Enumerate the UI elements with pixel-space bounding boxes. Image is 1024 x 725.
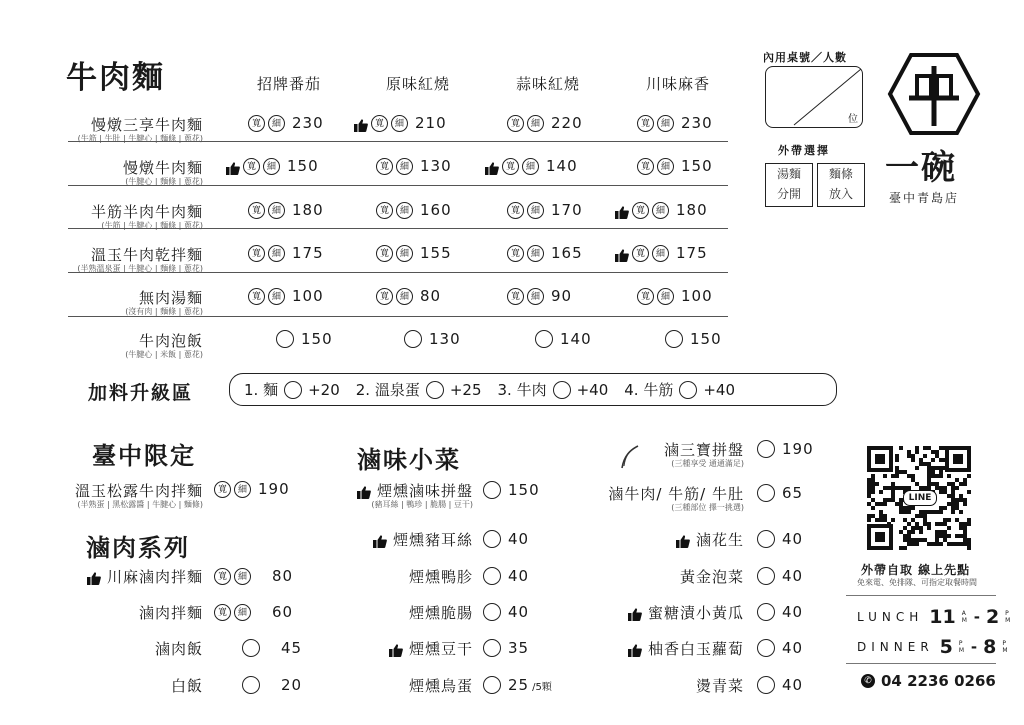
braised-item [40, 602, 203, 623]
price-cell[interactable] [376, 243, 452, 263]
price-cell[interactable] [483, 480, 540, 500]
price-cell[interactable] [637, 286, 713, 306]
size-thin-option[interactable]: 細 [396, 202, 413, 219]
brand-logo [887, 52, 981, 140]
pickup-sub: 免來電、免排隊、可指定取餐時間 [857, 578, 977, 587]
price-cell[interactable] [214, 638, 302, 658]
price: 40 [782, 567, 804, 585]
price: 40 [782, 639, 804, 657]
price-cell[interactable] [637, 329, 722, 349]
noodle-item-name: 牛肉泡飯 [138, 332, 203, 350]
marinated-item [300, 602, 473, 623]
price: 140 [560, 330, 592, 348]
size-wide-option[interactable]: 寬 [632, 245, 649, 262]
price-cell[interactable] [507, 200, 583, 220]
addon-item[interactable] [498, 379, 609, 400]
size-thin-option[interactable]: 細 [652, 202, 669, 219]
marinated-item-name: 煙燻豬耳絲 [392, 531, 473, 549]
size-wide-option[interactable]: 寬 [214, 481, 231, 498]
lunch-label: LUNCH [857, 610, 924, 624]
size-thin-option[interactable]: 細 [234, 481, 251, 498]
marinated-item [300, 480, 473, 501]
marinated-item-name: 煙燻鳥蛋 [408, 677, 473, 695]
braised-item [40, 566, 203, 587]
addon-label: 2. 溫泉蛋 [355, 381, 420, 399]
divider [846, 663, 996, 664]
addon-price: +40 [703, 380, 735, 399]
select-circle[interactable] [483, 567, 501, 585]
braised-series-title: 滷肉系列 [86, 533, 190, 562]
thumbs-up-icon [389, 642, 403, 655]
marinated-item-name: 煙燻滷味拼盤 [376, 482, 473, 500]
price-cell[interactable] [615, 243, 708, 263]
size-wide-option[interactable]: 寬 [248, 288, 265, 305]
price: 220 [551, 114, 583, 132]
dinner-start: 5 [939, 636, 953, 658]
price-cell[interactable] [483, 566, 529, 586]
thumbs-up-icon [676, 533, 690, 546]
price-cell[interactable] [248, 200, 324, 220]
price-cell[interactable] [483, 529, 529, 549]
noodle-item-sub: (半熟溫泉蛋 | 牛腱心 | 麵條 | 蔥花) [77, 264, 203, 273]
size-thin-option[interactable]: 細 [268, 115, 285, 132]
phone-icon: ✆ [861, 674, 875, 688]
price-cell[interactable] [757, 602, 803, 622]
price-cell[interactable] [248, 243, 324, 263]
select-circle[interactable] [757, 484, 775, 502]
side-item-name: 黃金泡菜 [679, 568, 744, 586]
size-wide-option[interactable]: 寬 [637, 158, 654, 175]
addons-title: 加料升級區 [88, 382, 194, 404]
size-wide-option[interactable]: 寬 [248, 115, 265, 132]
price: 230 [292, 114, 324, 132]
price: 165 [551, 244, 583, 262]
beef-noodle-title: 牛肉麵 [66, 60, 165, 96]
side-item-name: 滷花生 [695, 531, 744, 549]
price-cell[interactable] [757, 529, 803, 549]
thumbs-up-icon [354, 117, 368, 130]
price: 210 [415, 114, 447, 132]
size-wide-option[interactable]: 寬 [243, 158, 260, 175]
side-item [560, 566, 744, 587]
size-thin-option[interactable]: 細 [268, 288, 285, 305]
table-number-box[interactable] [765, 66, 863, 128]
side-item-name: 蜜糖漬小黃瓜 [647, 604, 744, 622]
size-thin-option[interactable]: 細 [234, 568, 251, 585]
lunch-am: AM [961, 610, 967, 624]
select-circle[interactable] [757, 603, 775, 621]
taichung-item-name: 溫玉松露牛肉拌麵 [74, 482, 203, 500]
size-wide-option[interactable]: 寬 [637, 115, 654, 132]
marinated-title: 滷味小菜 [357, 445, 461, 474]
size-wide-option[interactable]: 寬 [376, 158, 393, 175]
thumbs-up-icon [628, 642, 642, 655]
side-item-name: 滷牛肉/ 牛筋/ 牛肚 [608, 485, 744, 503]
price-cell[interactable] [214, 602, 293, 622]
marinated-item-sub: (豬耳絲 | 鴨珍 | 脆腸 | 豆干) [371, 500, 473, 509]
price: 40 [508, 530, 530, 548]
select-circle[interactable] [757, 440, 775, 458]
marinated-item-name: 煙燻脆腸 [408, 604, 473, 622]
size-wide-option[interactable]: 寬 [507, 115, 524, 132]
price: 100 [681, 287, 713, 305]
price: 155 [420, 244, 452, 262]
dinner-end: 8 [983, 636, 997, 658]
lunch-start: 11 [929, 606, 956, 628]
column-header-sichuan: 川味麻香 [646, 75, 711, 93]
price-cell[interactable] [507, 286, 572, 306]
price-cell[interactable] [615, 200, 708, 220]
size-wide-option[interactable]: 寬 [248, 202, 265, 219]
marinated-item [300, 675, 473, 696]
dinner-label: DINNER [857, 640, 934, 654]
addon-label: 4. 牛筋 [624, 381, 674, 399]
size-wide-option[interactable]: 寬 [214, 604, 231, 621]
select-circle[interactable] [483, 530, 501, 548]
price: 20 [281, 676, 303, 694]
addon-price: +20 [308, 380, 340, 399]
size-thin-option[interactable]: 細 [652, 245, 669, 262]
column-header-tomato: 招牌番茄 [257, 75, 322, 93]
noodle-item-name: 半筋半肉牛肉麵 [90, 203, 203, 221]
thumbs-up-icon [485, 160, 499, 173]
takeout-option-separate[interactable]: 湯麵 分開 [765, 163, 813, 207]
addon-price: +25 [449, 380, 482, 399]
braised-item [40, 675, 203, 696]
side-item [560, 439, 744, 460]
select-circle[interactable] [483, 639, 501, 657]
marinated-item [300, 529, 473, 550]
addon-item[interactable] [624, 379, 735, 400]
price: 80 [420, 287, 442, 305]
branch-name: 臺中青島店 [889, 191, 960, 205]
price-cell[interactable] [757, 638, 803, 658]
side-item [560, 483, 744, 504]
price-cell[interactable] [354, 113, 447, 133]
size-thin-option[interactable]: 細 [396, 245, 413, 262]
select-circle[interactable] [757, 639, 775, 657]
size-wide-option[interactable]: 寬 [507, 202, 524, 219]
size-thin-option[interactable]: 細 [527, 202, 544, 219]
price: 60 [272, 603, 294, 621]
price-cell[interactable] [376, 286, 441, 306]
hexagon-logo-icon [887, 52, 981, 136]
side-item-name: 燙青菜 [695, 677, 744, 695]
price: 65 [782, 484, 804, 502]
side-item [560, 638, 744, 659]
size-thin-option[interactable]: 細 [527, 245, 544, 262]
braised-item [40, 638, 203, 659]
size-wide-option[interactable]: 寬 [507, 288, 524, 305]
noodle-item-sub: (沒有肉 | 麵條 | 蔥花) [125, 307, 203, 316]
phone-row[interactable] [861, 672, 996, 690]
size-wide-option[interactable]: 寬 [507, 245, 524, 262]
select-circle[interactable] [757, 567, 775, 585]
lunch-end: 2 [985, 606, 1000, 628]
price: 180 [676, 201, 708, 219]
price: 190 [782, 440, 814, 458]
price: 35 [508, 639, 530, 657]
select-circle[interactable] [426, 381, 444, 399]
size-thin-option[interactable]: 細 [527, 115, 544, 132]
select-circle[interactable] [757, 676, 775, 694]
side-item-name: 滷三寶拼盤 [663, 441, 744, 459]
price-cell[interactable] [637, 113, 713, 133]
column-header-braised: 原味紅燒 [386, 75, 451, 93]
price: 150 [690, 330, 722, 348]
size-thin-option[interactable]: 細 [268, 245, 285, 262]
price-cell[interactable] [757, 675, 803, 695]
size-thin-option[interactable]: 細 [657, 115, 674, 132]
size-wide-option[interactable]: 寬 [502, 158, 519, 175]
select-circle[interactable] [242, 676, 260, 694]
price: 40 [782, 530, 804, 548]
thumbs-up-icon [373, 533, 387, 546]
takeout-option-together[interactable]: 麵條 放入 [817, 163, 865, 207]
addon-item[interactable] [244, 379, 340, 400]
price: 45 [281, 639, 303, 657]
price: 40 [782, 676, 804, 694]
size-thin-option[interactable]: 細 [522, 158, 539, 175]
price-cell[interactable] [483, 602, 529, 622]
price-cell[interactable] [507, 329, 592, 349]
size-thin-option[interactable]: 細 [527, 288, 544, 305]
price: 140 [546, 157, 578, 175]
price: 25 [508, 676, 530, 694]
price: 180 [292, 201, 324, 219]
price: 150 [287, 157, 319, 175]
size-thin-option[interactable]: 細 [396, 288, 413, 305]
noodle-item-sub: (牛筋 | 牛腱心 | 麵條 | 蔥花) [101, 221, 203, 230]
noodle-item-name: 慢燉牛肉麵 [122, 159, 203, 177]
price: 90 [551, 287, 573, 305]
noodle-item-sub: (牛腱心 | 米飯 | 蔥花) [125, 350, 203, 359]
price-cell[interactable] [376, 156, 452, 176]
price-cell[interactable] [483, 675, 552, 695]
lunch-hours: LUNCH 11 AM - 2 PM [857, 606, 1011, 628]
noodle-item-name: 溫玉牛肉乾拌麵 [90, 246, 203, 264]
marinated-item [300, 638, 473, 659]
price: 160 [420, 201, 452, 219]
noodle-item-sub: (牛腱心 | 麵條 | 蔥花) [125, 177, 203, 186]
price: 190 [258, 480, 290, 498]
dinner-hours: DINNER 5 PM - 8 PM [857, 636, 1008, 658]
price: 175 [676, 244, 708, 262]
line-logo: LINE [903, 490, 937, 506]
select-circle[interactable] [483, 676, 501, 694]
side-item-sub: (三種享受 通通滿足) [671, 459, 744, 468]
price: 130 [420, 157, 452, 175]
unit: /5顆 [532, 681, 552, 693]
select-circle[interactable] [757, 530, 775, 548]
size-wide-option[interactable]: 寬 [371, 115, 388, 132]
price-cell[interactable] [507, 113, 583, 133]
taichung-item-price[interactable] [214, 479, 290, 499]
price-cell[interactable] [248, 113, 324, 133]
size-thin-option[interactable]: 細 [391, 115, 408, 132]
noodle-item-sub: (牛筋 | 牛肚 | 牛腱心 | 麵條 | 蔥花) [77, 134, 203, 143]
price-cell[interactable] [637, 156, 713, 176]
addon-label: 1. 麵 [244, 381, 279, 399]
price-cell[interactable] [757, 566, 803, 586]
size-wide-option[interactable]: 寬 [376, 202, 393, 219]
noodle-item-name: 慢燉三享牛肉麵 [90, 116, 203, 134]
price-cell[interactable] [485, 156, 578, 176]
side-item-sub: (三種部位 擇一挑選) [671, 503, 744, 512]
size-wide-option[interactable]: 寬 [248, 245, 265, 262]
price: 40 [782, 603, 804, 621]
addon-item[interactable] [356, 379, 482, 400]
thumbs-up-icon [357, 484, 371, 497]
seat-unit-label: 位 [848, 114, 858, 125]
side-item [560, 675, 744, 696]
select-circle[interactable] [284, 381, 302, 399]
marinated-item-name: 煙燻鴨胗 [408, 568, 473, 586]
price-cell[interactable] [483, 638, 529, 658]
thumbs-up-icon [615, 204, 629, 217]
table-number-label: 內用桌號／人數 [763, 51, 847, 64]
size-thin-option[interactable]: 細 [657, 288, 674, 305]
size-thin-option[interactable]: 細 [268, 202, 285, 219]
price-cell[interactable] [214, 566, 293, 586]
select-circle[interactable] [483, 481, 501, 499]
takeout-title: 外帶選擇 [778, 144, 830, 157]
marinated-item-name: 煙燻豆干 [408, 640, 473, 658]
size-wide-option[interactable]: 寬 [376, 245, 393, 262]
price: 100 [292, 287, 324, 305]
thumbs-up-icon [87, 570, 101, 583]
phone-number[interactable]: 04 2236 0266 [881, 672, 996, 690]
select-circle[interactable] [404, 330, 422, 348]
select-circle[interactable] [483, 603, 501, 621]
thumbs-up-icon [226, 160, 240, 173]
taichung-limited-title: 臺中限定 [92, 441, 196, 470]
addon-price: +40 [576, 380, 609, 399]
braised-item-name: 白飯 [170, 677, 203, 695]
price-cell[interactable] [376, 200, 452, 220]
price-cell[interactable] [507, 243, 583, 263]
line-qr-code[interactable] [865, 444, 973, 552]
dinner-pm-b: PM [1002, 640, 1008, 654]
price: 230 [681, 114, 713, 132]
size-wide-option[interactable]: 寬 [637, 288, 654, 305]
size-wide-option[interactable]: 寬 [376, 288, 393, 305]
price: 170 [551, 201, 583, 219]
size-wide-option[interactable]: 寬 [632, 202, 649, 219]
column-header-garlic: 蒜味紅燒 [516, 75, 581, 93]
price-cell[interactable] [248, 286, 324, 306]
price: 150 [681, 157, 713, 175]
select-circle[interactable] [553, 381, 571, 399]
side-item [560, 529, 744, 550]
price-cell[interactable] [248, 329, 333, 349]
pickup-label: 外帶自取 線上先點 [861, 563, 971, 577]
dinner-pm-a: PM [958, 640, 965, 654]
price: 130 [429, 330, 461, 348]
braised-item-name: 川麻滷肉拌麵 [106, 568, 203, 586]
marinated-item [300, 566, 473, 587]
size-thin-option[interactable]: 細 [234, 604, 251, 621]
addon-label: 3. 牛肉 [497, 381, 547, 399]
size-wide-option[interactable]: 寬 [214, 568, 231, 585]
addons-box [229, 373, 837, 406]
braised-item-name: 滷肉拌麵 [138, 604, 203, 622]
lunch-pm: PM [1005, 610, 1011, 624]
size-thin-option[interactable]: 細 [263, 158, 280, 175]
select-circle[interactable] [276, 330, 294, 348]
price: 40 [508, 567, 530, 585]
thumbs-up-icon [615, 247, 629, 260]
taichung-item-sub: (半熟蛋 | 黑松露醬 | 牛腱心 | 麵條) [77, 500, 203, 509]
price: 40 [508, 603, 530, 621]
size-thin-option[interactable]: 細 [396, 158, 413, 175]
select-circle[interactable] [242, 639, 260, 657]
thumbs-up-icon [628, 606, 642, 619]
price: 80 [272, 567, 294, 585]
price-cell[interactable] [376, 329, 461, 349]
size-thin-option[interactable]: 細 [657, 158, 674, 175]
noodle-item-name: 無肉湯麵 [138, 289, 203, 307]
select-circle[interactable] [665, 330, 683, 348]
select-circle[interactable] [679, 381, 697, 399]
price: 150 [301, 330, 333, 348]
brand-name: 一碗 [885, 148, 957, 188]
side-item [560, 602, 744, 623]
price-cell[interactable] [214, 675, 302, 695]
price-cell[interactable] [757, 439, 814, 459]
price-cell[interactable] [226, 156, 319, 176]
side-item-name: 柚香白玉蘿蔔 [647, 640, 744, 658]
price: 150 [508, 481, 540, 499]
price-cell[interactable] [757, 483, 803, 503]
select-circle[interactable] [535, 330, 553, 348]
divider [846, 595, 996, 596]
braised-item-name: 滷肉飯 [154, 640, 203, 658]
price: 175 [292, 244, 324, 262]
